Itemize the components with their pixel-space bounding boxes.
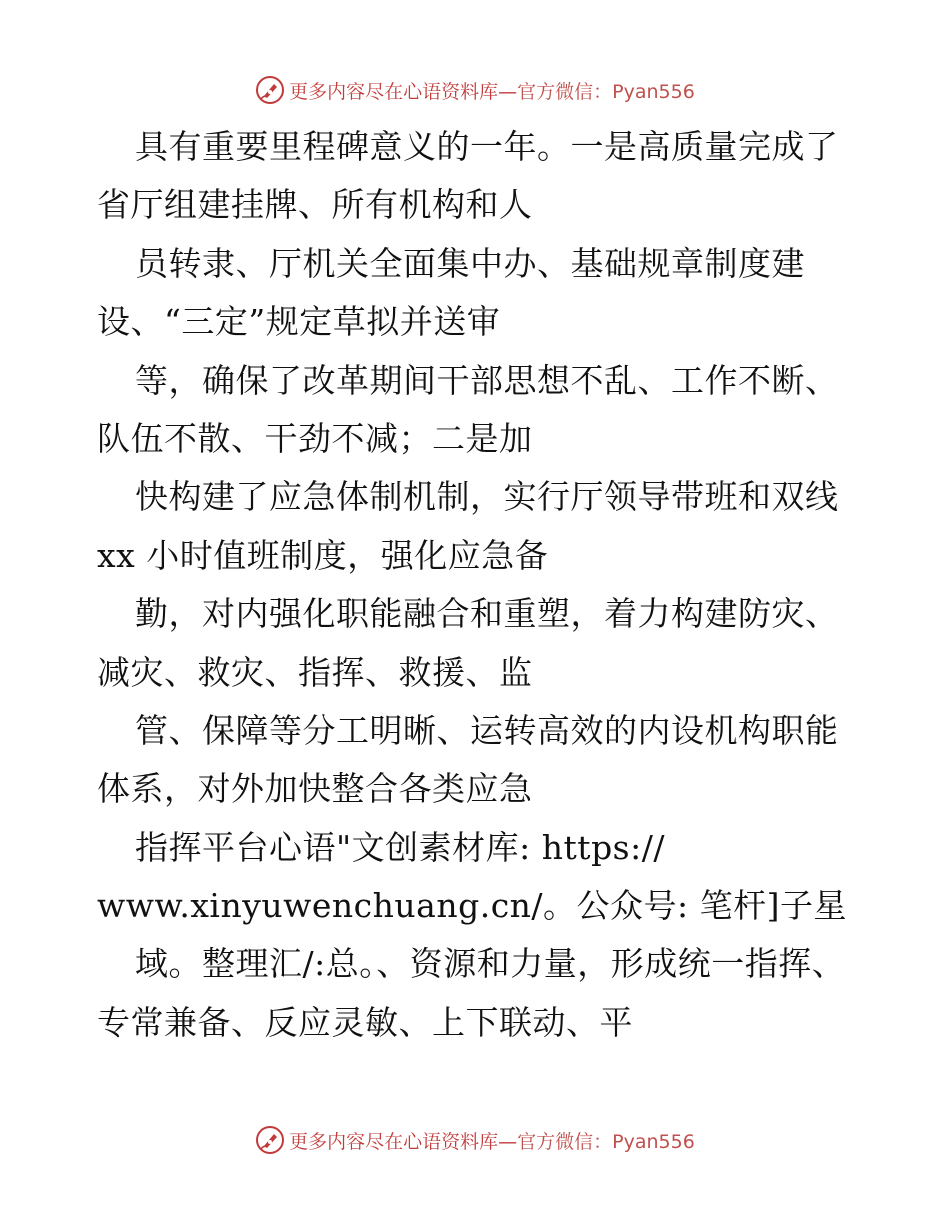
body-line: 体系，对外加快整合各类应急: [97, 769, 533, 809]
footer-banner: [0, 1120, 950, 1160]
body-line: 指挥平台心语"文创素材库: https://: [135, 827, 665, 867]
body-line: 等，确保了改革期间干部思想不乱、工作不断、: [135, 360, 839, 400]
pen-nib-logo-icon: [255, 1125, 285, 1155]
body-line: 域。整理汇/:总。、资源和力量，形成统一指挥、: [135, 944, 846, 984]
body-line: 省厅组建挂牌、所有机构和人: [97, 185, 533, 225]
footer-banner-wechat: 官方微信：Pyan556: [517, 1130, 695, 1153]
body-line: www.xinyuwenchuang.cn/。公众号: 笔杆]子星: [97, 886, 848, 926]
body-line: xx 小时值班制度，强化应急备: [97, 535, 549, 575]
body-line: 管、保障等分工明晰、运转高效的内设机构职能: [135, 710, 839, 750]
header-banner-main: 更多内容尽在心语资料库: [289, 80, 499, 103]
footer-banner-sep: —: [498, 1130, 518, 1153]
body-line: 专常兼备、反应灵敏、上下联动、平: [97, 1002, 633, 1042]
body-line: 队伍不散、干劲不减；二是加: [97, 418, 533, 458]
body-line: 员转隶、厅机关全面集中办、基础规章制度建: [135, 243, 805, 283]
footer-banner-text: [289, 1127, 695, 1154]
body-line: 快构建了应急体制机制，实行厅领导带班和双线: [135, 477, 839, 517]
header-banner-text: [289, 77, 695, 104]
header-banner: [0, 70, 950, 110]
body-line: 勤，对内强化职能融合和重塑，着力构建防灾、: [135, 594, 839, 634]
header-banner-wechat: 官方微信：Pyan556: [517, 80, 695, 103]
document-body: [97, 118, 877, 1052]
body-line: 设、“三定”规定草拟并送审: [97, 302, 501, 342]
header-banner-sep: —: [498, 80, 518, 103]
footer-banner-main: 更多内容尽在心语资料库: [289, 1130, 499, 1153]
body-line: 减灾、救灾、指挥、救援、监: [97, 652, 533, 692]
body-line: 具有重要里程碑意义的一年。一是高质量完成了: [135, 127, 839, 166]
pen-nib-logo-icon: [255, 75, 285, 105]
